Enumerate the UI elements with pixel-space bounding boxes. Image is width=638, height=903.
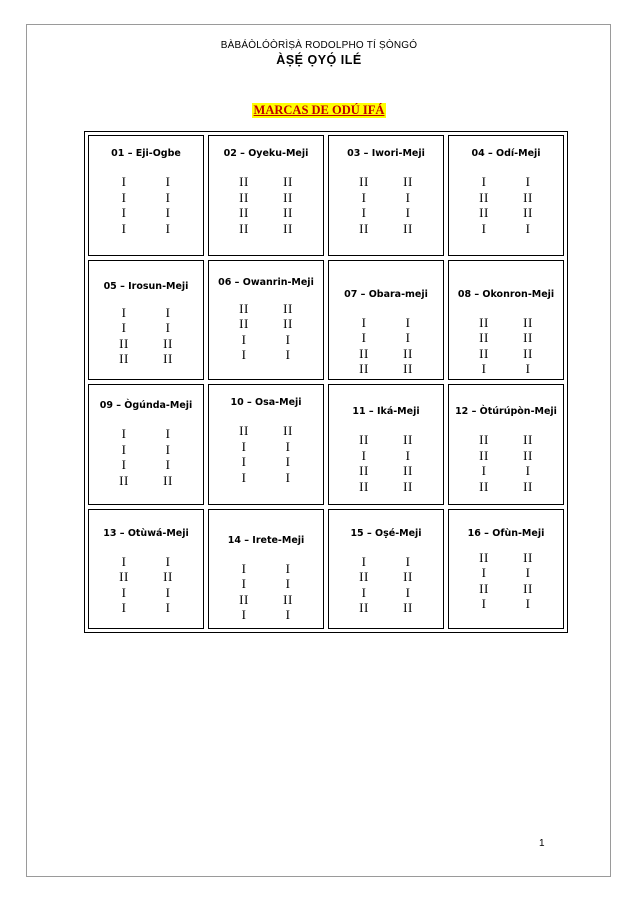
odu-mark: II (523, 478, 533, 494)
odu-name: 01 – Eji-Ogbe (111, 148, 181, 159)
odu-mark: I (241, 438, 247, 454)
odu-mark: I (121, 220, 127, 236)
odu-mark: II (523, 314, 533, 330)
odu-name: 15 – Oṣé-Meji (350, 527, 422, 539)
odu-mark: I (165, 600, 171, 615)
odu-marks (329, 315, 443, 377)
odu-mark: I (241, 454, 247, 469)
odu-mark: I (121, 174, 127, 189)
odu-mark: II (239, 316, 249, 331)
odu-mark: II (283, 300, 293, 316)
odu-marks-left-column (102, 426, 146, 488)
odu-mark: I (285, 347, 291, 362)
odu-mark: II (239, 300, 249, 316)
odu-marks (329, 432, 443, 494)
odu-mark: II (403, 345, 413, 361)
odu-name: 02 – Oyeku-Meji (223, 148, 309, 159)
odu-marks-left-column (222, 561, 266, 623)
odu-name: 14 – Irete-Meji (227, 534, 305, 546)
odu-mark: I (405, 205, 411, 220)
document-title: MARCAS DE ODÚ IFÁ (253, 103, 385, 117)
odu-mark: I (405, 314, 411, 330)
odu-mark: I (361, 584, 367, 600)
odu-cell (208, 509, 324, 630)
odu-marks (329, 174, 443, 236)
odu-cell (88, 135, 204, 256)
odu-mark: I (121, 189, 127, 205)
odu-mark: II (283, 220, 293, 236)
odu-mark: II (479, 580, 489, 596)
odu-marks-right-column (506, 174, 550, 236)
odu-mark: II (403, 220, 413, 236)
odu-marks-left-column (462, 550, 506, 612)
odu-marks-right-column (266, 561, 310, 623)
odu-mark: II (359, 463, 369, 478)
odu-mark: I (165, 553, 171, 569)
author-line: BÀBÁÒLÓÒRÌṢÀ RODOLPHO TÍ ṢÒNGÓ (220, 40, 418, 51)
odu-name: 12 – Òtúrúpòn-Meji (455, 406, 557, 417)
odu-mark: II (119, 569, 129, 584)
odu-mark: II (479, 330, 489, 345)
odu-mark: I (285, 576, 291, 591)
odu-marks-left-column (222, 301, 266, 363)
odu-marks (209, 174, 323, 236)
odu-mark: I (165, 426, 171, 441)
odu-mark: II (523, 447, 533, 463)
odu-mark: I (405, 189, 411, 205)
odu-name: 16 – Ofùn-Meji (467, 527, 545, 539)
odu-cell (328, 384, 444, 505)
odu-mark: II (283, 316, 293, 331)
odu-marks-left-column (342, 554, 386, 616)
odu-mark: II (479, 345, 489, 361)
odu-cell (328, 509, 444, 630)
odu-mark: II (283, 189, 293, 205)
odu-mark: II (359, 478, 369, 494)
title-wrap (0, 101, 638, 119)
odu-marks-right-column (386, 432, 430, 494)
odu-mark: I (525, 220, 531, 236)
odu-cell (88, 384, 204, 505)
odu-marks-right-column (266, 174, 310, 236)
odu-marks-right-column (266, 423, 310, 485)
odu-mark: II (523, 345, 533, 361)
odu-mark: II (523, 580, 533, 596)
odu-mark: I (121, 304, 127, 320)
odu-mark: II (239, 220, 249, 236)
odu-mark: I (405, 553, 411, 569)
odu-name: 08 – Okonron-Meji (457, 288, 555, 300)
odu-mark: II (359, 432, 369, 447)
odu-mark: II (119, 472, 129, 488)
odu-mark: I (241, 347, 247, 362)
odu-mark: II (163, 472, 173, 488)
odu-mark: I (525, 596, 531, 611)
odu-mark: I (405, 447, 411, 463)
odu-mark: I (241, 331, 247, 347)
odu-cell (448, 260, 564, 381)
odu-mark: II (403, 463, 413, 478)
odu-mark: II (523, 549, 533, 565)
odu-marks-right-column (386, 174, 430, 236)
odu-mark: I (525, 174, 531, 189)
odu-mark: I (165, 584, 171, 600)
odu-mark: I (165, 174, 171, 189)
odu-mark: II (479, 314, 489, 330)
odu-marks (209, 561, 323, 623)
page-number: 1 (539, 838, 545, 849)
odu-mark: I (121, 205, 127, 220)
odu-mark: I (121, 457, 127, 472)
odu-mark: II (523, 205, 533, 220)
odu-mark: I (405, 584, 411, 600)
odu-cell (208, 135, 324, 256)
odu-marks-right-column (386, 554, 430, 616)
odu-mark: II (479, 189, 489, 205)
odu-marks-left-column (462, 432, 506, 494)
odu-mark: I (481, 463, 487, 478)
odu-mark: II (283, 591, 293, 607)
odu-mark: II (523, 432, 533, 447)
odu-mark: II (359, 174, 369, 189)
odu-marks-left-column (222, 174, 266, 236)
odu-mark: I (525, 361, 531, 376)
odu-cell (208, 384, 324, 505)
odu-mark: I (525, 565, 531, 580)
odu-mark: I (285, 469, 291, 485)
odu-mark: I (121, 320, 127, 335)
odu-mark: I (165, 320, 171, 335)
odu-mark: II (163, 569, 173, 584)
odu-marks-right-column (506, 315, 550, 377)
odu-mark: I (121, 426, 127, 441)
odu-mark: I (165, 205, 171, 220)
odu-marks (89, 554, 203, 616)
odu-mark: II (239, 423, 249, 438)
odu-mark: II (283, 174, 293, 189)
odu-grid (84, 131, 568, 633)
odu-marks (89, 174, 203, 236)
odu-mark: I (481, 220, 487, 236)
odu-marks-right-column (146, 554, 190, 616)
odu-mark: II (283, 205, 293, 220)
odu-mark: II (403, 174, 413, 189)
odu-mark: I (121, 600, 127, 615)
odu-mark: II (119, 335, 129, 351)
odu-marks-right-column (266, 301, 310, 363)
odu-mark: I (241, 607, 247, 622)
odu-marks-left-column (342, 432, 386, 494)
house-name: ÀṢẸ́ ỌYỌ́ ILÉ (276, 53, 362, 67)
odu-cell (208, 260, 324, 381)
odu-mark: II (359, 345, 369, 361)
odu-mark: I (361, 314, 367, 330)
odu-marks-left-column (342, 174, 386, 236)
odu-mark: II (479, 432, 489, 447)
odu-marks-right-column (146, 174, 190, 236)
odu-marks-left-column (102, 554, 146, 616)
odu-mark: I (405, 330, 411, 345)
odu-mark: I (361, 447, 367, 463)
odu-mark: I (361, 553, 367, 569)
odu-mark: I (285, 454, 291, 469)
odu-mark: II (359, 220, 369, 236)
odu-mark: I (285, 331, 291, 347)
odu-marks-right-column (146, 305, 190, 367)
odu-marks (449, 174, 563, 236)
odu-name: 03 – Iwori-Meji (347, 148, 425, 159)
odu-mark: I (165, 304, 171, 320)
odu-name: 07 – Obara-meji (344, 288, 428, 300)
odu-cell (448, 135, 564, 256)
odu-mark: II (523, 189, 533, 205)
odu-mark: II (239, 591, 249, 607)
odu-mark: II (479, 447, 489, 463)
odu-marks-right-column (146, 426, 190, 488)
odu-mark: I (525, 463, 531, 478)
odu-cell (88, 509, 204, 630)
odu-name: 13 – Otùwá-Meji (103, 527, 189, 539)
odu-mark: II (239, 174, 249, 189)
odu-mark: I (165, 441, 171, 457)
odu-marks-left-column (102, 305, 146, 367)
odu-marks-left-column (342, 315, 386, 377)
odu-mark: I (165, 220, 171, 236)
odu-mark: I (285, 607, 291, 622)
odu-mark: II (403, 361, 413, 376)
odu-name: 06 – Owanrin-Meji (218, 276, 314, 288)
odu-cell (448, 384, 564, 505)
odu-name: 05 – Irosun-Meji (103, 280, 189, 292)
odu-marks (209, 423, 323, 485)
odu-mark: II (163, 335, 173, 351)
odu-marks-right-column (506, 432, 550, 494)
odu-mark: I (121, 584, 127, 600)
odu-mark: I (121, 553, 127, 569)
odu-mark: I (361, 330, 367, 345)
odu-marks-right-column (506, 550, 550, 612)
odu-mark: II (403, 600, 413, 615)
odu-mark: II (403, 569, 413, 584)
odu-marks (449, 315, 563, 377)
odu-mark: I (481, 174, 487, 189)
odu-mark: I (361, 189, 367, 205)
odu-mark: II (359, 569, 369, 584)
odu-mark: II (523, 330, 533, 345)
odu-mark: II (119, 351, 129, 366)
odu-mark: I (241, 560, 247, 576)
odu-name: 11 – Iká-Meji (352, 406, 420, 417)
odu-marks-left-column (462, 174, 506, 236)
odu-cell (328, 135, 444, 256)
odu-mark: I (121, 441, 127, 457)
odu-mark: I (481, 596, 487, 611)
odu-mark: I (285, 438, 291, 454)
odu-marks (449, 432, 563, 494)
odu-marks (89, 305, 203, 367)
odu-marks (89, 426, 203, 488)
odu-name: 04 – Odí-Meji (471, 148, 541, 159)
odu-marks-left-column (102, 174, 146, 236)
odu-mark: II (239, 205, 249, 220)
odu-mark: I (361, 205, 367, 220)
odu-marks-left-column (222, 423, 266, 485)
odu-mark: II (403, 432, 413, 447)
odu-mark: I (481, 361, 487, 376)
odu-marks-left-column (462, 315, 506, 377)
odu-marks (449, 550, 563, 612)
odu-mark: II (239, 189, 249, 205)
odu-mark: II (479, 549, 489, 565)
odu-mark: I (481, 565, 487, 580)
odu-mark: I (165, 457, 171, 472)
odu-mark: I (165, 189, 171, 205)
odu-mark: II (479, 205, 489, 220)
odu-mark: II (163, 351, 173, 366)
odu-marks (329, 554, 443, 616)
odu-mark: I (285, 560, 291, 576)
odu-name: 09 – Ògúnda-Meji (99, 400, 193, 411)
odu-mark: I (241, 576, 247, 591)
odu-marks (209, 301, 323, 363)
odu-mark: II (359, 361, 369, 376)
odu-mark: II (403, 478, 413, 494)
odu-mark: II (359, 600, 369, 615)
odu-mark: II (479, 478, 489, 494)
odu-cell (328, 260, 444, 381)
odu-name: 10 – Osa-Meji (230, 397, 302, 408)
odu-mark: II (283, 423, 293, 438)
odu-mark: I (241, 469, 247, 485)
odu-cell (88, 260, 204, 381)
odu-cell (448, 509, 564, 630)
odu-marks-right-column (386, 315, 430, 377)
